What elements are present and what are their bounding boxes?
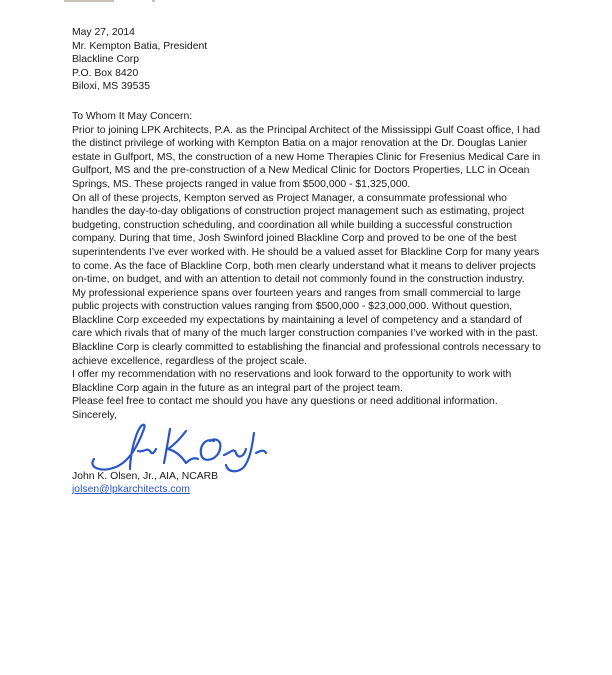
closing: Sincerely,: [72, 410, 117, 422]
recipient-address: [72, 40, 542, 94]
recipient-company: Blackline Corp: [72, 54, 139, 66]
letter-date: May 27, 2014: [72, 27, 135, 38]
letterhead-rule: [0, 0, 612, 3]
salutation: To Whom It May Concern:: [72, 110, 193, 122]
letterhead-rule-segment: [152, 0, 155, 2]
handwritten-signature: [86, 419, 276, 477]
paragraph-4: I offer my recommendation with no reservations and look forward to the opportunity to work with Blackline Corp again in the future as an integral part of the project team.: [72, 369, 512, 394]
signature-area: [72, 423, 542, 470]
recipient-po-box: P.O. Box 8420: [72, 67, 139, 79]
paragraph-2: On all of these projects, Kempton served as Project Manager, a consummate professional who handles the day-to-day obligations of construction project management such as estimating, project budgeting, construction scheduling, and coordination all while building a successful construction company. During that time, Josh Swinford joined Blackline Corp and proved to be one of the best superintendents I’ve ever worked with. He should be a valued asset for Blackline Corp for many years to come. As the face of Blackline Corp, both men clearly understand what it means to deliver projects on-time, on budget, and with an attention to detail not commonly found in the construction industry.: [72, 192, 540, 286]
recipient-name: Mr. Kempton Batia, President: [72, 40, 208, 52]
letter-body: [72, 26, 542, 497]
recipient-city: Biloxi, MS 39535: [72, 81, 150, 93]
signer-email-link[interactable]: jolsen@lpkarchitects.com: [72, 484, 190, 496]
letterhead-rule-segment: [64, 0, 114, 2]
paragraph-5: Please feel free to contact me should you have any questions or need additional information.: [72, 396, 498, 408]
signer-name: John K. Olsen, Jr., AIA, NCARB: [72, 470, 219, 482]
paragraph-3: My professional experience spans over fourteen years and ranges from small commercial to large public projects with construction values ranging from $500,000 - $23,000,000. Without question, Blackline Corp exceeded my expectations by maintaining a level of competency and a standard of care which rivals that of many of the much larger construction companies I’ve worked with in the past. Blackline Corp is clearly committed to establishing the financial and professional controls necessary to achieve excellence, regardless of the project scale.: [72, 287, 541, 367]
paragraph-1: Prior to joining LPK Architects, P.A. as the Principal Architect of the Mississippi Gulf Coast office, I had the distinct privilege of working with Kempton Batia on a major renovation at the Dr. Douglas Lanier estate in Gulfport, MS, the construction of a new Home Therapies Clinic for Fresenius Medical Care in Gulfport, MS and the pre-construction of a New Medical Clinic for Doctors Properties, LLC in Ocean Springs, MS. These projects ranged in value from $500,000 - $1,325,000.: [72, 124, 541, 190]
